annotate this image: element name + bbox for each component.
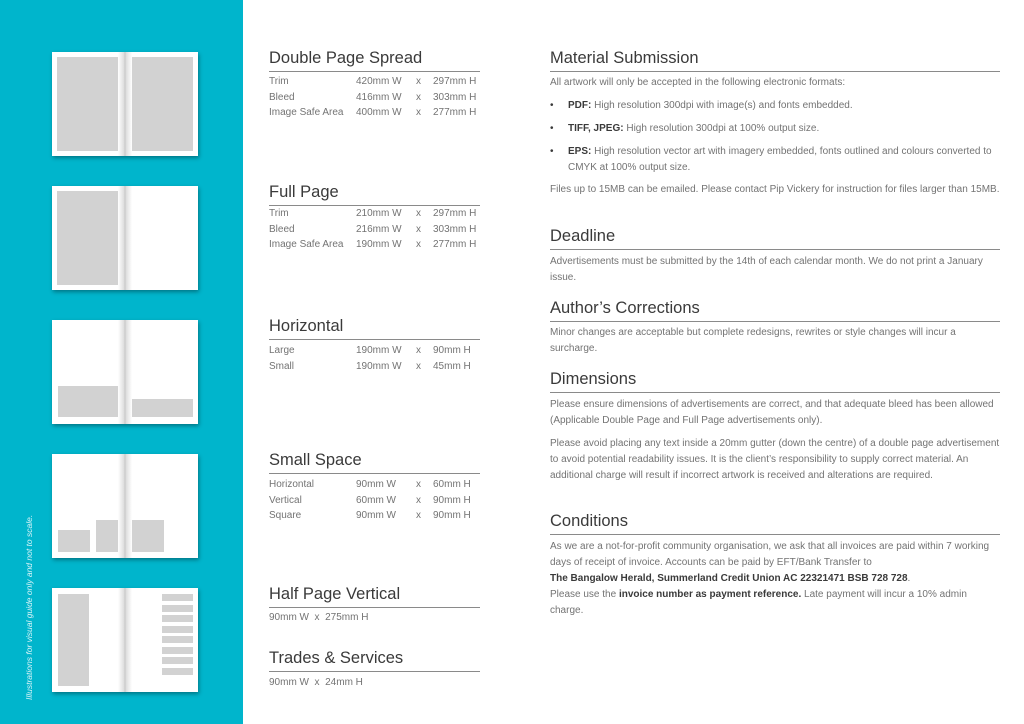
horizontal-title: Horizontal bbox=[269, 317, 480, 340]
dimensions-title: Dimensions bbox=[550, 370, 1000, 393]
format-item: • EPS: High resolution vector art with imagery embedded, fonts outlined and colours converted to CMYK at 100% output size. bbox=[550, 146, 992, 173]
double-page-illustration bbox=[52, 52, 198, 156]
dimensions-text-2: Please avoid placing any text inside a 20mm gutter (down the centre) of a double page advertisement to avoid potential readability issues. It is the client’s responsibility to supply correct material. An additional charge will result if incorrect artwork is received and alterations are required. bbox=[550, 438, 1000, 481]
spec-row: Square 90mm W x 90mm H bbox=[269, 510, 471, 521]
corrections-text: Minor changes are acceptable but complete redesigns, rewrites or style changes will incur a surcharge. bbox=[550, 327, 956, 354]
format-list bbox=[550, 98, 1000, 183]
bullet-icon: • bbox=[550, 123, 554, 134]
spec-row: Bleed 416mm W x 303mm H bbox=[269, 91, 477, 103]
full-page-title: Full Page bbox=[269, 183, 480, 206]
full-page-specs bbox=[269, 208, 476, 255]
small-space-specs bbox=[269, 479, 471, 526]
half-page-title: Half Page Vertical bbox=[269, 585, 480, 608]
trades-size: 90mm W x 24mm H bbox=[269, 677, 363, 688]
small-space-title: Small Space bbox=[269, 451, 480, 474]
half-page-illustration bbox=[52, 588, 198, 692]
spec-row: Large 190mm W x 90mm H bbox=[269, 345, 471, 356]
material-intro: All artwork will only be accepted in the following electronic formats: bbox=[550, 77, 846, 88]
bank-details: The Bangalow Herald, Summerland Credit Union AC 22321471 BSB 728 728 bbox=[550, 573, 908, 584]
deadline-text: Advertisements must be submitted by the 14th of each calendar month. We do not print a January issue. bbox=[550, 256, 983, 283]
horizontal-specs bbox=[269, 345, 471, 376]
spec-row: Trim 210mm W x 297mm H bbox=[269, 208, 477, 219]
double-page-title: Double Page Spread bbox=[269, 49, 480, 72]
double-page-specs bbox=[269, 76, 476, 123]
payment-reference-note: invoice number as payment reference. bbox=[618, 589, 802, 600]
spec-row: Trim 420mm W x 297mm H bbox=[269, 76, 477, 87]
small-space-illustration bbox=[52, 454, 198, 558]
horizontal-illustration bbox=[52, 320, 198, 424]
spec-row: Small 190mm W x 45mm H bbox=[269, 360, 471, 372]
files-note: Files up to 15MB can be emailed. Please contact Pip Vickery for instruction for files larger than 15MB. bbox=[550, 184, 1000, 195]
sidebar bbox=[0, 0, 243, 724]
spec-row: Image Safe Area 190mm W x 277mm H bbox=[269, 239, 477, 250]
bullet-icon: • bbox=[550, 146, 554, 157]
full-page-illustration bbox=[52, 186, 198, 290]
corrections-title: Author’s Corrections bbox=[550, 299, 1000, 322]
deadline-title: Deadline bbox=[550, 227, 1000, 250]
format-item: • PDF: High resolution 300dpi with image(s) and fonts embedded. bbox=[550, 98, 1000, 114]
dimensions-text-1: Please ensure dimensions of advertisements are correct, and that adequate bleed has been allowed (Applicable Double Page and Full Page advertisements only). bbox=[550, 399, 994, 426]
conditions-text: As we are a not-for-profit community organisation, we ask that all invoices are paid within 7 working days of receipt of invoice. Accounts can be paid by EFT/Bank Transfer to The Bangalow Herald, Summerland Credit Union AC 22321471 BSB 728 728. Please use the invoice number as payment reference. Late payment will incur a 10% admin charge. bbox=[550, 541, 990, 616]
material-title: Material Submission bbox=[550, 49, 1000, 72]
bullet-icon: • bbox=[550, 100, 554, 111]
trades-listing-illustration bbox=[162, 594, 193, 678]
illustration-note: Illustrations for visual guide only and not to scale. bbox=[24, 514, 34, 700]
spec-row: Image Safe Area 400mm W x 277mm H bbox=[269, 107, 477, 118]
conditions-title: Conditions bbox=[550, 512, 1000, 535]
spec-row: Horizontal 90mm W x 60mm H bbox=[269, 479, 471, 490]
spec-row: Bleed 216mm W x 303mm H bbox=[269, 223, 477, 235]
trades-title: Trades & Services bbox=[269, 649, 480, 672]
spec-row: Vertical 60mm W x 90mm H bbox=[269, 494, 471, 506]
half-page-size: 90mm W x 275mm H bbox=[269, 612, 369, 623]
format-item: • TIFF, JPEG: High resolution 300dpi at 100% output size. bbox=[550, 121, 1000, 137]
